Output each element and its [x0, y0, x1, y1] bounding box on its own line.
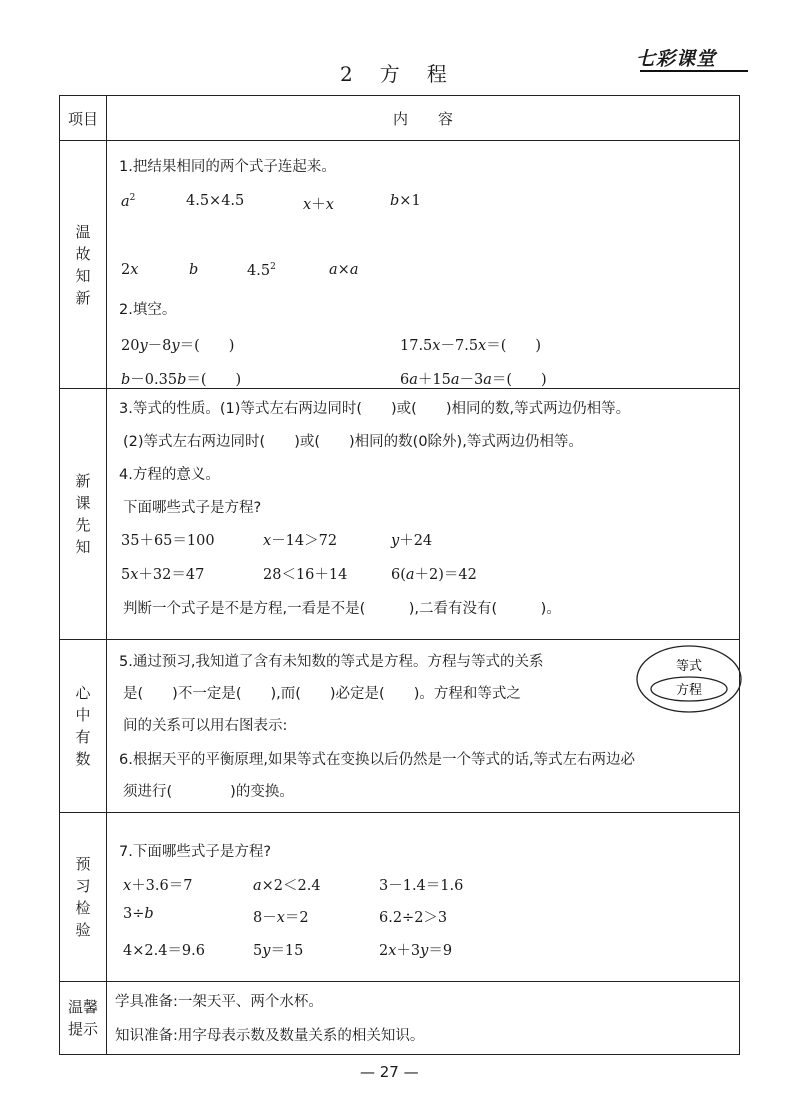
section-label-tips: 温馨提示	[60, 982, 107, 1055]
fill-blank: 17.5x－7.5x＝( )	[400, 338, 542, 354]
expr-item: 5x＋32＝47	[121, 567, 205, 583]
question-6-line-1: 6.根据天平的平衡原理,如果等式在变换以后仍然是一个等式的话,等式左右两边必	[119, 752, 636, 768]
venn-outer-ellipse	[637, 646, 741, 712]
tip-knowledge: 知识准备:用字母表示数及数量关系的相关知识。	[115, 1028, 425, 1044]
expr-item: 6(a＋2)＝42	[391, 567, 477, 583]
judge-statement: 判断一个式子是不是方程,一看是不是( ),二看有没有( )。	[123, 601, 561, 617]
expr-item: b	[189, 262, 199, 278]
expr-item: x＋x	[303, 197, 334, 213]
table-row	[60, 640, 740, 813]
expr-item: 3－1.4＝1.6	[379, 878, 464, 894]
table-row	[60, 141, 740, 389]
page-number: — 27 —	[360, 1063, 419, 1081]
section-label-preview: 新课先知	[60, 389, 107, 640]
expr-item: 4×2.4＝9.6	[123, 943, 205, 959]
column-header-item: 项目	[60, 96, 107, 141]
expr-item: 8－x＝2	[253, 910, 309, 926]
question-3-part-2: (2)等式左右两边同时( )或( )相同的数(0除外),等式两边仍相等。	[123, 434, 583, 450]
question-4: 4.方程的意义。	[119, 467, 220, 483]
expr-item: y＋24	[391, 533, 433, 549]
expr-item: 28＜16＋14	[263, 567, 348, 583]
venn-inner-label: 方程	[675, 683, 703, 698]
question-3-part-1: 3.等式的性质。(1)等式左右两边同时( )或( )相同的数,等式两边仍相等。	[119, 401, 631, 417]
section-label-review: 温故知新	[60, 141, 107, 389]
question-5-line-3: 间的关系可以用右图表示:	[123, 718, 288, 734]
fill-blank: b－0.35b＝( )	[121, 372, 242, 388]
expr-item: 4.5×4.5	[186, 193, 245, 209]
section-content-check	[107, 813, 740, 982]
venn-diagram	[635, 643, 743, 715]
expr-item: 2x	[121, 262, 139, 278]
expr-item: 5y＝15	[253, 943, 304, 959]
title-char-1: 方	[379, 62, 401, 86]
expr-item: 35＋65＝100	[121, 533, 215, 549]
expr-item: $4.5^2$	[247, 262, 276, 279]
question-5-line-1: 5.通过预习,我知道了含有未知数的等式是方程。方程与等式的关系	[119, 654, 544, 670]
expr-item: 3÷b	[123, 906, 154, 922]
title-number: 2	[340, 62, 354, 86]
table-row	[60, 982, 740, 1055]
question-4-sub: 下面哪些式子是方程?	[123, 500, 262, 516]
question-6-line-2: 须进行( )的变换。	[123, 784, 294, 800]
section-label-check: 预习检验	[60, 813, 107, 982]
fill-blank: 6a＋15a－3a＝( )	[400, 372, 547, 388]
section-label-understanding: 心中有数	[60, 640, 107, 813]
worksheet-table	[59, 95, 740, 1055]
expr-item: $a^2$	[121, 193, 136, 210]
tip-tools: 学具准备:一架天平、两个水杯。	[115, 994, 323, 1010]
page-title	[340, 58, 448, 87]
venn-outer-label: 等式	[675, 659, 703, 674]
question-7: 7.下面哪些式子是方程?	[119, 844, 272, 860]
brand-underline	[640, 70, 748, 72]
section-content-tips	[107, 982, 740, 1055]
expr-item: a×2＜2.4	[253, 878, 321, 894]
question-1: 1.把结果相同的两个式子连起来。	[119, 159, 336, 175]
fill-blank: 20y－8y＝( )	[121, 338, 235, 354]
expr-item: 6.2÷2＞3	[379, 910, 448, 926]
section-content-preview	[107, 389, 740, 640]
table-header-row	[60, 96, 740, 141]
section-content-review	[107, 141, 740, 389]
expr-item: b×1	[390, 193, 421, 209]
expr-item: 2x＋3y＝9	[379, 943, 453, 959]
table-row	[60, 389, 740, 640]
column-header-content: 内 容	[107, 96, 740, 141]
question-2: 2.填空。	[119, 302, 177, 318]
expr-item: a×a	[329, 262, 359, 278]
expr-item: x＋3.6＝7	[123, 878, 193, 894]
table-row	[60, 813, 740, 982]
question-5-line-2: 是( )不一定是( ),而( )必定是( )。方程和等式之	[123, 686, 521, 702]
brand-logo: 七彩课堂	[636, 48, 717, 70]
section-content-understanding	[107, 640, 740, 813]
expr-item: x－14＞72	[263, 533, 338, 549]
title-char-2: 程	[426, 62, 448, 86]
